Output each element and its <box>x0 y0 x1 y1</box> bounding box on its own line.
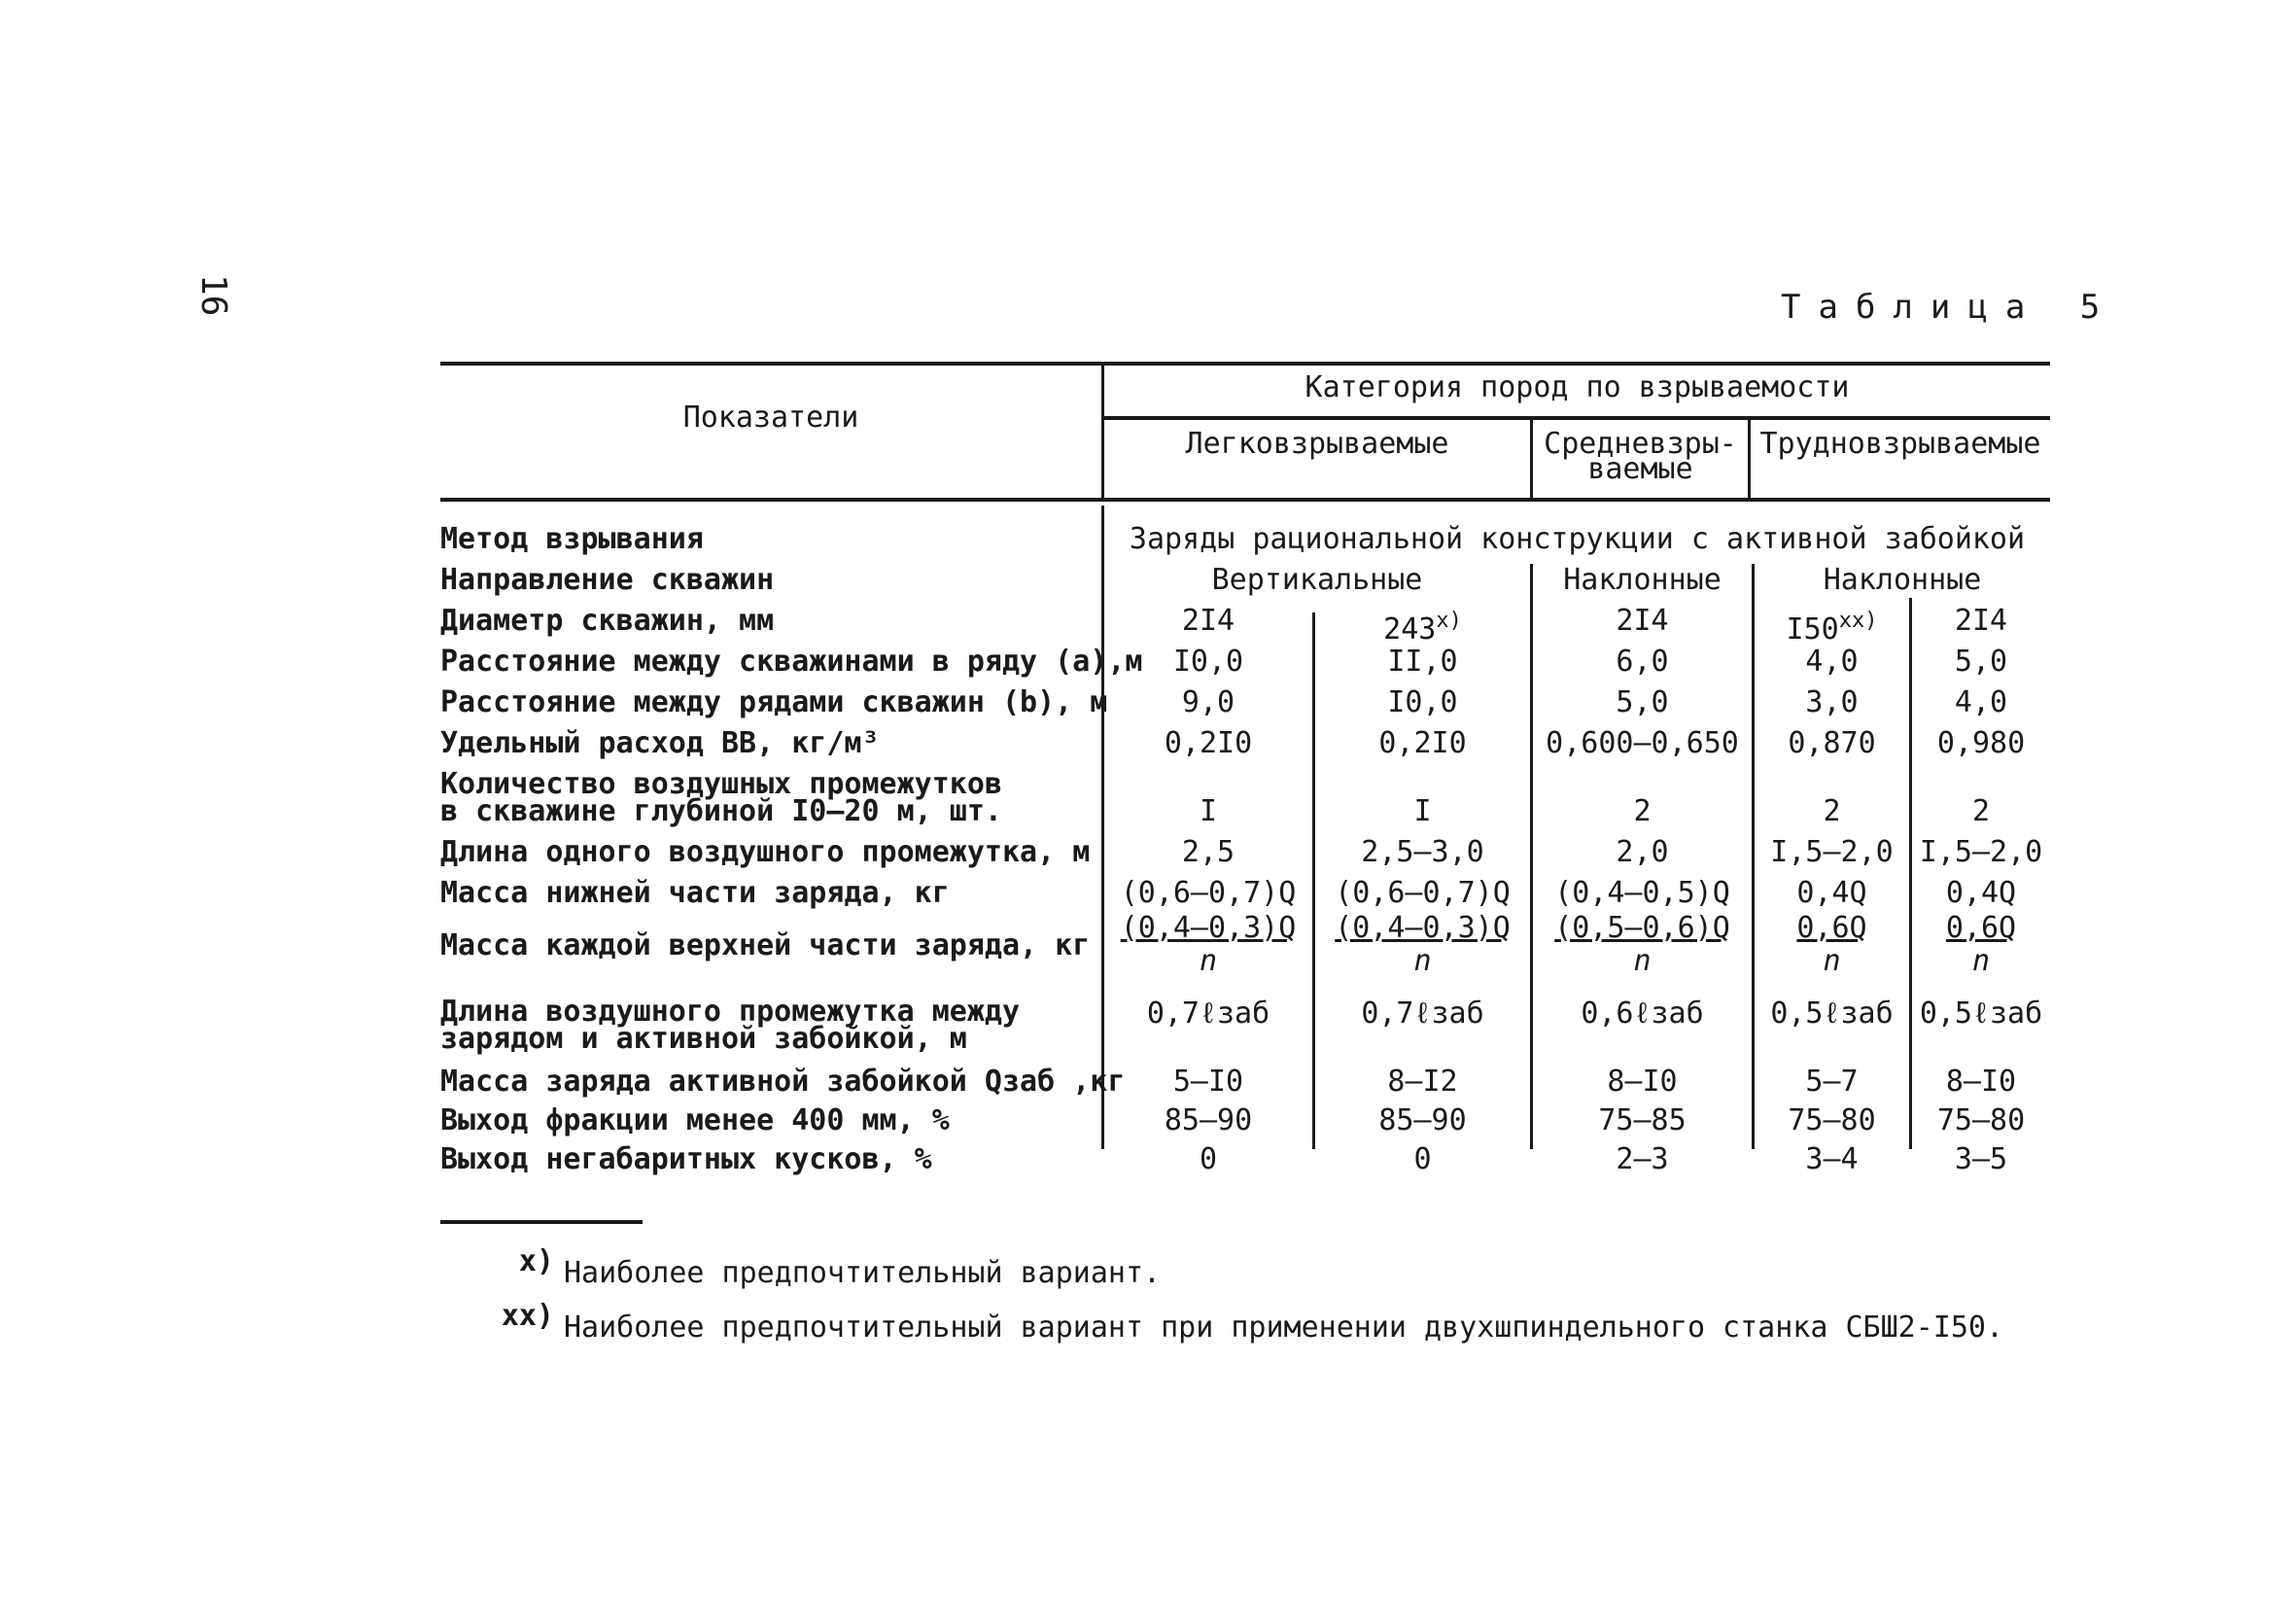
top-rule <box>440 362 2050 366</box>
oversize-col1: 0 <box>1199 1142 1218 1176</box>
air-gap-col4: 0,5ℓзаб <box>1770 996 1894 1031</box>
rowspacing-col1: 9,0 <box>1181 685 1235 719</box>
consumption-col2: 0,2I0 <box>1378 726 1467 760</box>
row-label-spacing: Расстояние между скважинами в ряду (а),м <box>440 645 1143 679</box>
spacing-col4: 4,0 <box>1805 645 1859 679</box>
gaps-count-col2: I <box>1413 794 1432 828</box>
row-label-air-gap-line1: Длина воздушного промежутка между <box>440 995 1021 1029</box>
lower-mass-col3: (0,4–0,5)Q <box>1554 876 1730 910</box>
upper-mass-den-col4: n <box>1823 944 1841 978</box>
row-label-stemming-mass: Масса заряда активной забойкой Qзаб ,кг <box>440 1065 1126 1099</box>
rowspacing-col5: 4,0 <box>1954 685 2008 719</box>
stemming-mass-col5: 8–I0 <box>1945 1065 2017 1099</box>
diameter-col4 <box>1755 607 1909 645</box>
footnote-2-text: Наиболее предпочтительный вариант при применении двухшпиндельного станка СБШ2-I50. <box>564 1311 2004 1345</box>
air-gap-col2: 0,7ℓзаб <box>1361 996 1484 1031</box>
data-table <box>440 362 2050 1188</box>
upper-mass-den-col5: n <box>1971 944 1991 978</box>
header-bottom-rule <box>440 498 2050 502</box>
row-label-gaps-count-line1: Количество воздушных промежутков <box>440 767 1002 801</box>
upper-mass-num-col5: 0,6Q <box>1945 911 2017 945</box>
direction-hard: Наклонные <box>1823 563 1982 597</box>
air-gap-col5: 0,5ℓзаб <box>1919 996 2043 1031</box>
upper-mass-den-col1: n <box>1199 944 1218 978</box>
rowspacing-col2: I0,0 <box>1387 685 1458 719</box>
diameter-col3: 2I4 <box>1616 604 1669 638</box>
diameter-col2-value: 243 <box>1383 612 1437 647</box>
upper-mass-num-col3: (0,5–0,6)Q <box>1554 911 1730 945</box>
row-label-row-spacing: Расстояние между рядами скважин (b), м <box>440 685 1108 719</box>
page-number: 16 <box>193 274 233 317</box>
row-label-lower-mass: Масса нижней части заряда, кг <box>440 876 950 910</box>
rowspacing-col3: 5,0 <box>1616 685 1669 719</box>
lower-mass-col2: (0,6–0,7)Q <box>1335 876 1511 910</box>
fraction-col1: 85–90 <box>1164 1103 1253 1137</box>
body-divider <box>1909 598 1912 1149</box>
fraction-col4: 75–80 <box>1788 1103 1876 1137</box>
header-category: Категория пород по взрываемости <box>1305 370 1850 404</box>
stemming-mass-col4: 5–7 <box>1805 1065 1859 1099</box>
stemming-mass-col3: 8–I0 <box>1607 1065 1678 1099</box>
rowspacing-col4: 3,0 <box>1805 685 1859 719</box>
diameter-col1: 2I4 <box>1181 604 1235 638</box>
stemming-mass-col2: 8–I2 <box>1387 1065 1458 1099</box>
spacing-col2: II,0 <box>1387 645 1458 679</box>
oversize-col3: 2–3 <box>1616 1142 1669 1176</box>
header-medium-line2: ваемые <box>1587 452 1693 486</box>
gaps-count-col4: 2 <box>1823 794 1841 828</box>
spacing-col5: 5,0 <box>1954 645 2008 679</box>
direction-medium: Наклонные <box>1563 563 1722 597</box>
consumption-col1: 0,2I0 <box>1164 726 1253 760</box>
diameter-col5: 2I4 <box>1954 604 2008 638</box>
footnote-2-mark: хх) <box>501 1299 554 1333</box>
row-label-method: Метод взрывания <box>440 522 704 556</box>
gaps-count-col1: I <box>1199 794 1218 828</box>
spacing-col3: 6,0 <box>1616 645 1669 679</box>
footnote-ref-xx: хх) <box>1838 609 1878 633</box>
consumption-col4: 0,870 <box>1788 726 1876 760</box>
gap-length-col5: I,5–2,0 <box>1919 835 2043 869</box>
upper-mass-den-col2: n <box>1413 944 1432 978</box>
air-gap-col3: 0,6ℓзаб <box>1581 996 1704 1031</box>
row-label-gap-length: Длина одного воздушного промежутка, м <box>440 835 1091 869</box>
header-indicators: Показатели <box>682 401 859 435</box>
gap-length-col3: 2,0 <box>1616 835 1669 869</box>
row-label-diameter: Диаметр скважин, мм <box>440 604 775 638</box>
row-label-consumption: Удельный расход ВВ, кг/м³ <box>440 726 880 760</box>
air-gap-col1: 0,7ℓзаб <box>1146 996 1270 1031</box>
header-medium-line1: Средневзры- <box>1544 427 1737 461</box>
body-divider <box>1101 506 1104 1149</box>
row-label-upper-mass: Масса каждой верхней части заряда, кг <box>440 928 1091 962</box>
footnote-2 <box>486 1299 2003 1345</box>
oversize-col2: 0 <box>1413 1142 1432 1176</box>
gaps-count-col3: 2 <box>1633 794 1652 828</box>
upper-mass-num-col1: (0,4–0,3)Q <box>1120 911 1297 945</box>
oversize-col5: 3–5 <box>1954 1142 2008 1176</box>
consumption-col5: 0,980 <box>1936 726 2026 760</box>
footnote-separator <box>440 1220 643 1224</box>
row-label-air-gap-line2: зарядом и активной забойкой, м <box>440 1022 967 1056</box>
lower-mass-col4: 0,4Q <box>1796 876 1867 910</box>
table-title: Таблица 5 <box>1781 288 2118 327</box>
row-label-direction: Направление скважин <box>440 563 775 597</box>
method-value: Заряды рациональной конструкции с активной забойкой <box>1129 522 2026 556</box>
footnote-1-text: Наиболее предпочтительный вариант. <box>564 1256 1162 1290</box>
row-label-fraction: Выход фракции менее 400 мм, % <box>440 1103 950 1137</box>
oversize-col4: 3–4 <box>1805 1142 1859 1176</box>
stemming-mass-col1: 5–I0 <box>1172 1065 1244 1099</box>
fraction-col2: 85–90 <box>1378 1103 1467 1137</box>
diameter-col4-value: I50 <box>1786 612 1839 647</box>
fraction-col3: 75–85 <box>1598 1103 1687 1137</box>
spacing-col1: I0,0 <box>1172 645 1244 679</box>
gap-length-col4: I,5–2,0 <box>1770 835 1894 869</box>
consumption-col3: 0,600–0,650 <box>1546 726 1739 760</box>
upper-mass-num-col4: 0,6Q <box>1796 911 1867 945</box>
upper-mass-den-col3: n <box>1633 944 1652 978</box>
row-label-oversize: Выход негабаритных кусков, % <box>440 1142 932 1176</box>
direction-easy: Вертикальные <box>1211 563 1423 597</box>
footnote-ref-x: х) <box>1436 609 1462 633</box>
footnote-1-mark: х) <box>518 1244 554 1278</box>
lower-mass-col5: 0,4Q <box>1945 876 2017 910</box>
lower-mass-col1: (0,6–0,7)Q <box>1120 876 1297 910</box>
fraction-col5: 75–80 <box>1936 1103 2026 1137</box>
category-rule <box>1103 416 2050 420</box>
header-easy: Легковзрываемые <box>1185 427 1449 461</box>
diameter-col2 <box>1315 607 1530 645</box>
gaps-count-col5: 2 <box>1971 794 1991 828</box>
header-hard: Трудновзрываемые <box>1759 427 2041 461</box>
upper-mass-num-col2: (0,4–0,3)Q <box>1335 911 1511 945</box>
footnote-1 <box>486 1244 1161 1290</box>
gap-length-col2: 2,5–3,0 <box>1361 835 1484 869</box>
row-label-gaps-count-line2: в скважине глубиной I0–20 м, шт. <box>440 794 1002 828</box>
gap-length-col1: 2,5 <box>1181 835 1235 869</box>
